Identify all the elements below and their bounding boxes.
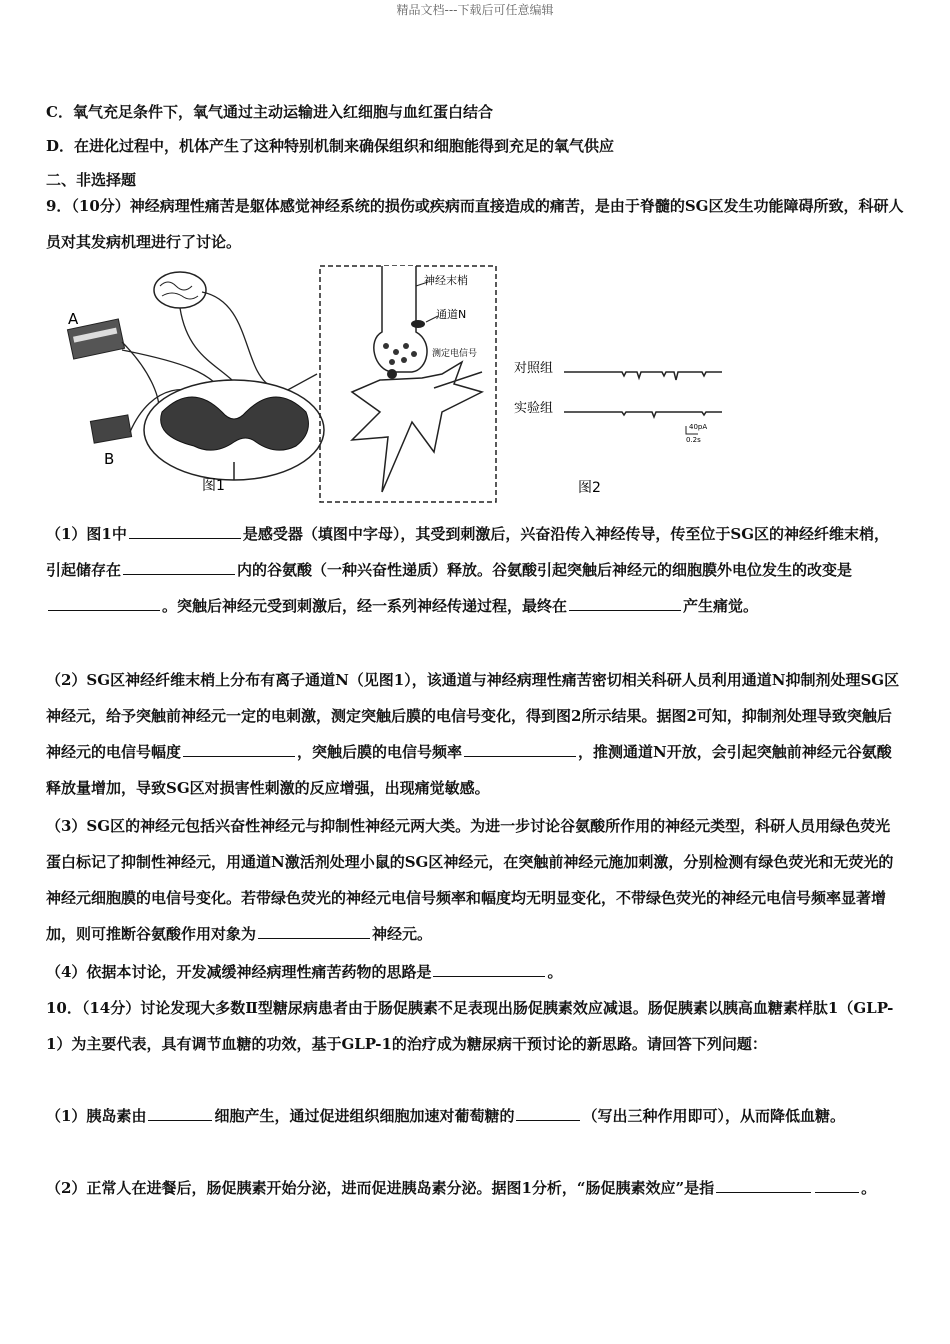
fig2-caption: 图2 (578, 480, 601, 496)
answer-blank (148, 1103, 212, 1121)
spinal-cord-icon (144, 380, 324, 480)
option-d: D．在进化过程中，机体产生了这种特别机制来确保组织和细胞能得到充足的氧气供应 (46, 137, 615, 155)
section-title: 二、非选择题 (46, 171, 137, 189)
answer-blank (433, 959, 545, 977)
scale-time: 0.2s (686, 436, 701, 444)
label-control-group: 对照组 (514, 361, 554, 376)
brain-icon (154, 272, 206, 308)
nerve-ending-shape (374, 266, 427, 372)
postsynaptic-neuron-shape (352, 362, 482, 492)
question-10-part-1: （1）胰岛素由 细胞产生，通过促进组织细胞加速对葡萄糖的 （写出三种作用即可），从而降低血糖。 (46, 1098, 904, 1134)
answer-blank (516, 1103, 580, 1121)
scale-amp: 40pA (689, 423, 708, 431)
fig1-caption: 图1 (202, 478, 225, 494)
question-10-part-2: （2）正常人在进餐后，肠促胰素开始分泌，进而促进胰岛素分泌。据图1分析，“肠促胰素效应”是指 。 (46, 1170, 904, 1206)
answer-blank (258, 921, 370, 939)
control-trace (564, 372, 722, 380)
question-9-part-4: （4）依据本讨论，开发减缓神经病理性痛苦药物的思路是 。 (46, 954, 904, 990)
answer-blank (48, 593, 160, 611)
page-header-watermark: 精品文档---下载后可任意编辑 (396, 3, 554, 17)
question-9-part-1: （1）图1中 是感受器（填图中字母），其受到刺激后，兴奋沿传入神经传导，传至位于SG区的神经纤维末梢，引起储存在 内的谷氨酸（一种兴奋性递质）释放。谷氨酸引起突触后神经元的细胞膜外电位发生的改变是。突触后神经元受到刺激后，经一系列神经传递过程，最终在 产生痛觉。 (46, 516, 904, 624)
question-9-part-3: （3）SG区的神经元包括兴奋性神经元与抑制性神经元两大类。为进一步讨论谷氨酸所作用的神经元类型，科研人员用绿色荧光蛋白标记了抑制性神经元，用通道N激活剂处理小鼠的SG区神经元，在突触前神经元施加刺激，分别检测有绿色荧光和无荧光的神经元细胞膜的电信号变化。若带绿色荧光的神经元电信号频率和幅度均无明显变化，不带绿色荧光的神经元电信号频率显著增加，则可推断谷氨酸作用对象为 神经元。 (46, 817, 894, 943)
question-10-stem: 10．（14分）讨论发现大多数Ⅱ型糖尿病患者由于肠促胰素不足表现出肠促胰素效应减退。肠促胰素以胰高血糖素样肽1（GLP-1）为主要代表，具有调节血糖的功效，基于GLP-1的治疗成为糖尿病干预讨论的新思路。请回答下列问题： (46, 999, 894, 1053)
answer-blank (123, 557, 235, 575)
neuro-figure-svg (62, 262, 742, 507)
question-9-stem: 9．（10分）神经病理性痛苦是躯体感觉神经系统的损伤或疾病而直接造成的痛苦，是由于脊髓的SG区发生功能障碍所致，科研人员对其发病机理进行了讨论。 (46, 197, 904, 251)
answer-blank (716, 1175, 811, 1193)
question-9-part-2: （2）SG区神经纤维末梢上分布有离子通道N（见图1），该通道与神经病理性痛苦密切相关科研人员利用通道N抑制剂处理SG区神经元，给予突触前神经元一定的电刺激，测定突触后膜的电信号变化，得到图2所示结果。据图2可知，抑制剂处理导致突触后神经元的电信号幅度 ，突触后膜的电信号频率 ，推测通道N开放，会引起突触前神经元谷氨酸释放量增加，导致SG区对损害性刺激的反应增强，出现痛觉敏感。 (46, 671, 900, 797)
channel-n-icon (411, 320, 425, 328)
experiment-trace (564, 412, 722, 417)
answer-blank (464, 739, 576, 757)
label-channel-n: 通道N (436, 308, 467, 321)
label-experiment-group: 实验组 (514, 401, 554, 416)
option-c: C．氧气充足条件下，氧气通过主动运输进入红细胞与血红蛋白结合 (46, 103, 493, 121)
answer-blank (129, 521, 241, 539)
receptor-b-icon (90, 415, 131, 443)
label-b: B (104, 450, 115, 468)
answer-blank (815, 1175, 859, 1193)
label-measure-signal: 测定电信号 (432, 349, 478, 359)
question-9-figure (62, 262, 742, 507)
label-nerve-ending: 神经末梢 (424, 274, 468, 287)
answer-blank (569, 593, 681, 611)
label-a: A (68, 310, 79, 328)
answer-blank (183, 739, 295, 757)
